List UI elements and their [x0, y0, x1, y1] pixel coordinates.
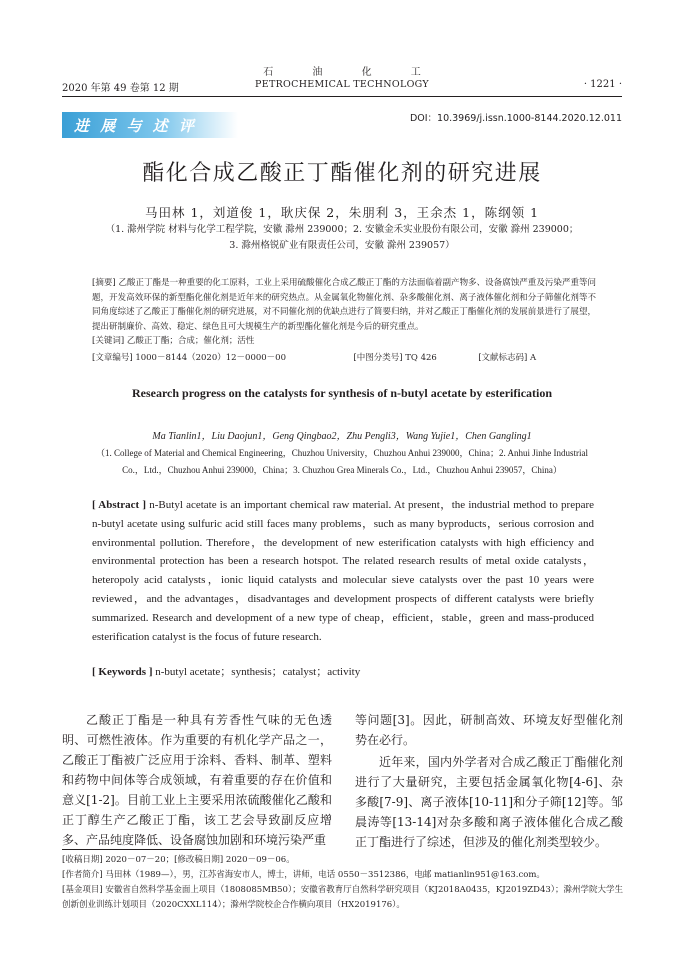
article-meta — [92, 351, 536, 363]
authors-cn: 马田林 1，刘道俊 1，耿庆保 2，朱朋利 3，王余杰 1，陈纲领 1 — [144, 205, 540, 220]
affiliation-line: （1. College of Material and Chemical Engineering，Chuzhou University，Chuzhou Anhui 239000，China；2. Anhui Jinhe Industrial — [96, 448, 588, 458]
page-number: · 1221 · — [583, 79, 622, 90]
title-cn: 酯化合成乙酸正丁酯催化剂的研究进展 — [142, 161, 542, 186]
section-banner — [62, 112, 238, 138]
abstract-en — [92, 496, 594, 646]
body-paragraph: 近年来，国内外学者对合成乙酸正丁酯催化剂进行了大量研究，主要包括金属氧化物[4-6]、杂多酸[7-9]、离子液体[10-11]和分子筛[12]等。邹晨涛等[13-14]对杂多酸和离子液体催化合成乙酸正丁酯进行了综述，但涉及的催化剂类型较少。 — [355, 755, 623, 849]
journal-name-cn: 石 油 化 工 — [263, 67, 439, 78]
abstract-label: [ Abstract ] — [92, 499, 147, 511]
footnote-received: [收稿日期] 2020－07－20；[修改稿日期] 2020－09－06。 — [62, 855, 295, 865]
affiliation-line: Co.，Ltd.，Chuzhou Anhui 239000，China；3. Chuzhou Grea Minerals Co.，Ltd.，Chuzhou Anhui 239057，China） — [122, 465, 562, 475]
issue-info: 2020 年第 49 卷第 12 期 — [62, 83, 179, 94]
keywords-label: [ Keywords ] — [92, 666, 153, 678]
body-paragraph: 乙酸正丁酯是一种具有芳香性气味的无色透明、可燃性液体。作为重要的有机化学产品之一，乙酸正丁酯被广泛应用于涂料、香料、制革、塑料和药物中间体等合成领域，有着重要的存在价值和意义[1-2]。目前工业上主要采用浓硫酸催化乙酸和正丁醇生产乙酸正丁酯，该工艺会导致副反应增多、产品纯度降低、设备腐蚀加剧和环境污染严重 — [62, 713, 332, 847]
body-column-left — [62, 710, 332, 850]
affiliations-en — [62, 445, 622, 479]
journal-name-en: PETROCHEMICAL TECHNOLOGY — [255, 79, 429, 90]
keywords-cn: [关键词] 乙酸正丁酯；合成；催化剂；活性 — [92, 336, 255, 346]
document-code: [文献标志码] A — [478, 353, 537, 363]
abstract-text: n-Butyl acetate is an important chemical raw material. At present，the industrial method to prepare n-butyl acetate using sulfuric acid still faces many problems，such as many byproducts，serious corrosion and environmental pollution. Therefore，the development of new esterification catalysts with high efficiency and environmental protection has been a research hotspot. The related research results of metal oxide catalysts，heteropoly acid catalysts，ionic liquid catalysts and molecular sieve catalysts over the past 10 years were reviewed，and the advantages，disadvantages and development prospects of different catalysts were briefly summarized. Research and development of a new type of cheap，efficient，stable，green and mass-produced esterification catalyst is the focus of future research. — [92, 499, 595, 643]
affiliations-cn — [62, 222, 622, 254]
affiliation-line: （1. 滁州学院 材料与化学工程学院，安徽 滁州 239000；2. 安徽金禾实业股份有限公司，安徽 滁州 239000； — [105, 224, 579, 235]
clc-number: [中图分类号] TQ 426 — [353, 353, 437, 363]
article-number: [文章编号] 1000－8144（2020）12－0000－00 — [92, 353, 286, 363]
footnote-author: [作者简介] 马田林（1989—），男，江苏省海安市人，博士，讲师，电话 0550－3512386，电邮 matianlin951@163.com。 — [62, 870, 545, 880]
keywords-en — [92, 663, 360, 679]
header-rule — [62, 96, 622, 97]
keywords-text: n-butyl acetate；synthesis；catalyst；activity — [155, 666, 361, 678]
body-column-right — [355, 710, 623, 852]
section-label: 进 展 与 述 评 — [74, 117, 197, 135]
footnote-funding: [基金项目] 安徽省自然科学基金面上项目（1808085MB50）；安徽省教育厅自然科学研究项目（KJ2018A0435，KJ2019ZD43）；滁州学院大学生创新创业训练计划项目（2020CXXL114）；滁州学院校企合作横向项目（HX2019176）。 — [62, 885, 624, 910]
doi: DOI：10.3969/j.issn.1000-8144.2020.12.011 — [409, 113, 622, 124]
abstract-cn: [摘要] 乙酸正丁酯是一种重要的化工原料，工业上采用硫酸催化合成乙酸正丁酯的方法面临着副产物多、设备腐蚀严重及污染严重等问题，开发高效环保的新型酯化催化剂是近年来的研究热点。从金属氧化物催化剂、杂多酸催化剂、离子液体催化剂和分子筛催化剂等不同角度综述了乙酸正丁酯催化剂的研究进展，对不同催化剂的优缺点进行了简要归纳，并对乙酸正丁酯催化剂的发展前景进行了展望，提出研制廉价、高效、稳定、绿色且可大规模生产的新型酯化催化剂是今后的研究重点。 — [92, 278, 596, 332]
footnote-rule — [62, 849, 202, 850]
affiliation-line: 3. 滁州格锐矿业有限责任公司，安徽 滁州 239057） — [229, 240, 455, 251]
title-en: Research progress on the catalysts for synthesis of n-butyl acetate by esterification — [131, 386, 553, 400]
authors-en: Ma Tianlin1，Liu Daojun1，Geng Qingbao2，Zhu Pengli3，Wang Yujie1，Chen Gangling1 — [152, 431, 532, 442]
body-paragraph: 等问题[3]。因此，研制高效、环境友好型催化剂势在必行。 — [355, 713, 623, 747]
